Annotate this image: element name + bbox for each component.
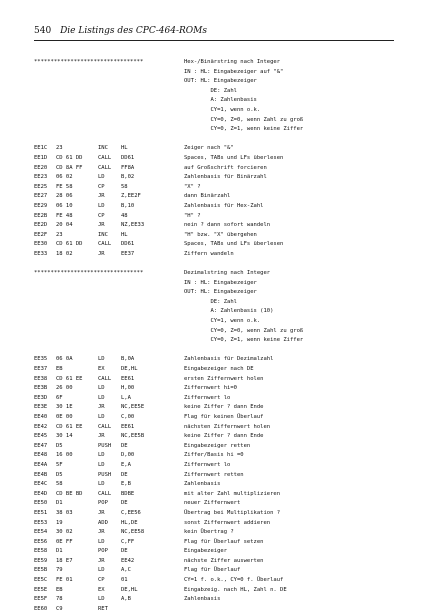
address: EE51 <box>34 509 48 516</box>
hex-bytes: 06 02 <box>56 174 73 181</box>
comment: "X" ? <box>184 183 201 190</box>
code-line <box>34 557 394 567</box>
operand: Z,EE2F <box>121 193 141 200</box>
address: EE5B <box>34 567 48 574</box>
mnemonic: LD <box>98 596 105 603</box>
address: EE3E <box>34 404 48 411</box>
hex-bytes: 18 E7 <box>56 557 73 564</box>
hex-bytes: CD 61 EE <box>56 423 83 430</box>
address: EE38 <box>34 375 48 382</box>
hex-bytes: CD 61 DD <box>56 154 83 161</box>
comment: Zeiger nach "&" <box>184 145 234 152</box>
operand: C,EE56 <box>121 509 141 516</box>
address: EE59 <box>34 557 48 564</box>
operand: DE <box>121 500 128 507</box>
operand: 58 <box>121 183 128 190</box>
comment: "H" ? <box>184 212 201 219</box>
mnemonic: JR <box>98 222 105 229</box>
address: EE5E <box>34 586 48 593</box>
mnemonic: JR <box>98 557 105 564</box>
address: EE4C <box>34 481 48 488</box>
code-line <box>34 202 394 212</box>
hex-bytes: CD 8A FF <box>56 164 83 171</box>
mnemonic: JR <box>98 509 105 516</box>
code-line <box>34 586 394 596</box>
operand: EE37 <box>121 250 135 257</box>
code-line <box>34 519 394 529</box>
hex-bytes: FE 58 <box>56 183 73 190</box>
mnemonic: JR <box>98 433 105 440</box>
code-line <box>34 528 394 538</box>
routine-doc-text: DE: Zahl <box>184 298 237 305</box>
routine-doc-line <box>34 106 394 116</box>
routine-doc-line <box>34 317 394 327</box>
operand: DD61 <box>121 241 135 248</box>
blank-line <box>34 135 394 145</box>
hex-bytes: 5F <box>56 461 63 468</box>
mnemonic: CALL <box>98 423 112 430</box>
routine-doc-text: Hex-/Binärstring nach Integer <box>184 59 281 65</box>
mnemonic: JR <box>98 193 105 200</box>
code-line <box>34 605 394 614</box>
routine-doc-text: CY=1, wenn o.k. <box>184 106 261 113</box>
hex-bytes: 06 0A <box>56 356 73 363</box>
mnemonic: ADD <box>98 519 108 526</box>
comment: kein Übertrag ? <box>184 529 234 536</box>
operand: DE <box>121 442 128 449</box>
comment: mit alter Zahl multiplizieren <box>184 490 281 497</box>
hex-bytes: 38 03 <box>56 509 73 516</box>
hex-bytes: D1 <box>56 548 63 555</box>
hex-bytes: 79 <box>56 567 63 574</box>
address: EE54 <box>34 529 48 536</box>
operand: L,A <box>121 394 131 401</box>
operand: DE,HL <box>121 366 138 372</box>
routine-doc-text: A: Zahlenbasis (10) <box>184 308 274 315</box>
hex-bytes: EB <box>56 366 63 372</box>
hex-bytes: FE 01 <box>56 577 73 584</box>
code-line <box>34 499 394 509</box>
routine-doc-line <box>34 125 394 135</box>
comment: Eingabezeiger <box>184 548 228 555</box>
hex-bytes: 0E 00 <box>56 413 73 420</box>
operand: B,02 <box>121 174 135 181</box>
page-title: Die Listings des CPC-464-ROMs <box>60 26 207 36</box>
mnemonic: INC <box>98 231 108 238</box>
comment: Zahlenbasis für Hex-Zahl <box>184 202 264 209</box>
routine-doc-text: OUT: HL: Eingabezeiger <box>184 78 257 85</box>
hex-bytes: 58 <box>56 481 63 488</box>
code-line <box>34 183 394 193</box>
section-gap <box>34 259 394 269</box>
routine-doc-line <box>34 68 394 78</box>
comment: Ziffernwert lo <box>184 461 231 468</box>
code-line <box>34 394 394 404</box>
comment: Ziffer/Basis hi =0 <box>184 452 244 459</box>
page-header <box>34 26 394 36</box>
address: EE33 <box>34 250 48 257</box>
hex-bytes: 19 <box>56 519 63 526</box>
address: EE42 <box>34 423 48 430</box>
routine-doc-line <box>34 327 394 337</box>
code-line <box>34 509 394 519</box>
hex-bytes: 26 00 <box>56 385 73 392</box>
comment: Ziffernwert lo <box>184 394 231 401</box>
comment: sonst Ziffernwert addieren <box>184 519 271 526</box>
mnemonic: LD <box>98 202 105 209</box>
hex-bytes: 30 02 <box>56 529 73 536</box>
routine-doc-line <box>34 279 394 289</box>
address: EE5C <box>34 577 48 584</box>
operand: EE61 <box>121 375 135 382</box>
operand: EE42 <box>121 557 135 564</box>
routine-doc-line <box>34 116 394 126</box>
address: EE2D <box>34 222 48 229</box>
mnemonic: CP <box>98 577 105 584</box>
operand: HL <box>121 231 128 238</box>
hex-bytes: FE 48 <box>56 212 73 219</box>
comment: Ziffernwert retten <box>184 471 244 478</box>
comment: keine Ziffer ? dann Ende <box>184 433 264 440</box>
routine-doc-line <box>34 87 394 97</box>
mnemonic: LD <box>98 385 105 392</box>
comment: Spaces, TABs und LFs überlesen <box>184 241 284 248</box>
hex-bytes: 30 14 <box>56 433 73 440</box>
address: EE47 <box>34 442 48 449</box>
routine-doc-text: A: Zahlenbasis <box>184 97 257 104</box>
address: EE56 <box>34 538 48 545</box>
hex-bytes: 28 06 <box>56 193 73 200</box>
routine-doc-text: CY=0, Z=1, wenn keine Ziffer <box>184 337 304 344</box>
routine-doc-line <box>34 298 394 308</box>
address: EE2F <box>34 231 48 238</box>
routine-doc-text: CY=1, wenn o.k. <box>184 318 261 325</box>
operand: NC,EE5B <box>121 433 145 440</box>
routine-title-line <box>34 269 394 279</box>
hex-bytes: CD BE BD <box>56 490 83 497</box>
comment: keine Ziffer ? dann Ende <box>184 404 264 411</box>
operand: HL,DE <box>121 519 138 526</box>
code-line <box>34 403 394 413</box>
operand: DE <box>121 471 128 478</box>
operand: H,00 <box>121 385 135 392</box>
operand: EE61 <box>121 423 135 430</box>
hex-bytes: EB <box>56 586 63 593</box>
mnemonic: LD <box>98 538 105 545</box>
mnemonic: JR <box>98 250 105 257</box>
address: EE5F <box>34 596 48 603</box>
code-line <box>34 538 394 548</box>
hex-bytes: 0E FF <box>56 538 73 545</box>
mnemonic: RET <box>98 605 108 612</box>
mnemonic: LD <box>98 394 105 401</box>
routine-doc-line <box>34 336 394 346</box>
code-line <box>34 164 394 174</box>
code-line <box>34 423 394 433</box>
hex-bytes: 6F <box>56 394 63 401</box>
code-line <box>34 365 394 375</box>
operand: B,10 <box>121 202 135 209</box>
comment: nächsten Ziffernwert holen <box>184 423 271 430</box>
mnemonic: EX <box>98 586 105 593</box>
comment: "H" bzw. "X" übergehen <box>184 231 257 238</box>
routine-doc-text: CY=0, Z=0, wenn Zahl zu groß <box>184 116 304 123</box>
operand: NC,EE58 <box>121 529 145 536</box>
code-line <box>34 480 394 490</box>
comment: Zahlenbasis für Binärzahl <box>184 174 267 181</box>
comment: Flag für keinen Überlauf <box>184 413 264 420</box>
address: EE53 <box>34 519 48 526</box>
hex-bytes: CD 61 EE <box>56 375 83 382</box>
routine-doc-line <box>34 77 394 87</box>
mnemonic: CALL <box>98 164 112 171</box>
separator-stars: ********************************* <box>34 59 144 65</box>
code-line <box>34 154 394 164</box>
address: EE4B <box>34 471 48 478</box>
comment: Ziffern wandeln <box>184 250 234 257</box>
address: EE60 <box>34 605 48 612</box>
operand: E,B <box>121 481 131 488</box>
routine-doc-text: Dezimalstring nach Integer <box>184 270 271 277</box>
mnemonic: LD <box>98 481 105 488</box>
code-line <box>34 566 394 576</box>
mnemonic: LD <box>98 413 105 420</box>
comment: Zahlenbasis <box>184 481 221 488</box>
code-line <box>34 451 394 461</box>
hex-bytes: D1 <box>56 500 63 507</box>
code-line <box>34 442 394 452</box>
code-line <box>34 432 394 442</box>
mnemonic: LD <box>98 567 105 574</box>
mnemonic: EX <box>98 366 105 372</box>
hex-bytes: CD 61 DD <box>56 241 83 248</box>
mnemonic: CALL <box>98 154 112 161</box>
address: EE23 <box>34 174 48 181</box>
comment: Ziffernwert hi=0 <box>184 385 237 392</box>
mnemonic: CALL <box>98 490 112 497</box>
operand: D,00 <box>121 452 135 459</box>
address: EE2B <box>34 212 48 219</box>
address: EE29 <box>34 202 48 209</box>
code-line <box>34 576 394 586</box>
mnemonic: LD <box>98 356 105 363</box>
routine-doc-line <box>34 288 394 298</box>
comment: Zahlenbasis für Dezimalzahl <box>184 356 274 363</box>
address: EE30 <box>34 241 48 248</box>
routine-doc-text: OUT: HL: Eingabezeiger <box>184 289 257 296</box>
comment: neuer Ziffernwert <box>184 500 241 507</box>
mnemonic: POP <box>98 548 108 555</box>
address: EE45 <box>34 433 48 440</box>
hex-bytes: 30 1E <box>56 404 73 411</box>
operand: BDBE <box>121 490 135 497</box>
code-line <box>34 144 394 154</box>
routine-doc-text: IN : HL: Eingabezeiger <box>184 279 257 286</box>
address: EE4A <box>34 461 48 468</box>
comment: dann Binärzahl <box>184 193 231 200</box>
routine-doc-line <box>34 307 394 317</box>
operand: A,B <box>121 596 131 603</box>
operand: 48 <box>121 212 128 219</box>
address: EE37 <box>34 366 48 372</box>
address: EE48 <box>34 452 48 459</box>
address: EE58 <box>34 548 48 555</box>
code-line <box>34 413 394 423</box>
operand: A,C <box>121 567 131 574</box>
hex-bytes: 23 <box>56 231 63 238</box>
operand: C,00 <box>121 413 135 420</box>
code-line <box>34 471 394 481</box>
operand: 01 <box>121 577 128 584</box>
address: EE3B <box>34 385 48 392</box>
page-number: 540 <box>34 26 52 36</box>
code-line <box>34 461 394 471</box>
routine-doc-text: IN : HL: Eingabezeiger auf "&" <box>184 68 284 75</box>
mnemonic: CP <box>98 183 105 190</box>
code-line <box>34 595 394 605</box>
routine-doc-text: CY=0, Z=0, wenn Zahl zu groß <box>184 327 304 334</box>
mnemonic: POP <box>98 500 108 507</box>
mnemonic: JR <box>98 404 105 411</box>
hex-bytes: 23 <box>56 145 63 152</box>
code-line <box>34 384 394 394</box>
mnemonic: CALL <box>98 375 112 382</box>
comment: nein ? dann sofort wandeln <box>184 222 271 229</box>
hex-bytes: C9 <box>56 605 63 612</box>
comment: Übertrag bei Multiplikation ? <box>184 509 281 516</box>
operand: HL <box>121 145 128 152</box>
address: EE3D <box>34 394 48 401</box>
comment: Eingabzeig. nach HL, Zahl n. DE <box>184 586 287 593</box>
code-line <box>34 231 394 241</box>
comment: Eingabezeiger nach DE <box>184 366 254 372</box>
operand: E,A <box>121 461 131 468</box>
comment: ersten Ziffernwert holen <box>184 375 264 382</box>
code-line <box>34 173 394 183</box>
code-line <box>34 490 394 500</box>
blank-line <box>34 346 394 356</box>
address: EE35 <box>34 356 48 363</box>
routine-title-line <box>34 58 394 68</box>
assembly-listing <box>34 58 394 614</box>
hex-bytes: 16 00 <box>56 452 73 459</box>
code-line <box>34 375 394 385</box>
hex-bytes: D5 <box>56 442 63 449</box>
operand: NC,EE5E <box>121 404 145 411</box>
mnemonic: CALL <box>98 241 112 248</box>
hex-bytes: 06 10 <box>56 202 73 209</box>
hex-bytes: 20 04 <box>56 222 73 229</box>
hex-bytes: 18 02 <box>56 250 73 257</box>
code-line <box>34 250 394 260</box>
comment: auf Großschrift forcieren <box>184 164 267 171</box>
comment: Spaces, TABs und LFs überlesen <box>184 154 284 161</box>
operand: NZ,EE33 <box>121 222 145 229</box>
address: EE20 <box>34 164 48 171</box>
routine-doc-text: DE: Zahl <box>184 87 237 94</box>
header-rule <box>34 40 394 41</box>
comment: Zahlenbasis <box>184 596 221 603</box>
mnemonic: INC <box>98 145 108 152</box>
separator-stars: ********************************* <box>34 270 144 277</box>
mnemonic: JR <box>98 529 105 536</box>
code-line <box>34 212 394 222</box>
operand: B,0A <box>121 356 135 363</box>
operand: DE <box>121 548 128 555</box>
code-line <box>34 221 394 231</box>
comment: CY=1 f. o.k., CY=0 f. Überlauf <box>184 577 284 584</box>
mnemonic: CP <box>98 212 105 219</box>
mnemonic: LD <box>98 452 105 459</box>
comment: Eingabezeiger retten <box>184 442 251 449</box>
address: EE40 <box>34 413 48 420</box>
mnemonic: LD <box>98 461 105 468</box>
address: EE1D <box>34 154 48 161</box>
address: EE27 <box>34 193 48 200</box>
comment: nächste Ziffer auswerten <box>184 557 264 564</box>
hex-bytes: D5 <box>56 471 63 478</box>
operand: DE,HL <box>121 586 138 593</box>
operand: C,FF <box>121 538 135 545</box>
address: EE50 <box>34 500 48 507</box>
comment: Flag für Überlauf setzen <box>184 538 264 545</box>
address: EE1C <box>34 145 48 152</box>
mnemonic: PUSH <box>98 471 112 478</box>
address: EE25 <box>34 183 48 190</box>
routine-doc-line <box>34 96 394 106</box>
operand: FF8A <box>121 164 135 171</box>
address: EE4D <box>34 490 48 497</box>
operand: DD61 <box>121 154 135 161</box>
mnemonic: LD <box>98 174 105 181</box>
code-line <box>34 355 394 365</box>
comment: Flag für Überlauf <box>184 567 241 574</box>
code-line <box>34 240 394 250</box>
code-line <box>34 547 394 557</box>
mnemonic: PUSH <box>98 442 112 449</box>
routine-doc-text: CY=0, Z=1, wenn keine Ziffer <box>184 126 304 133</box>
hex-bytes: 78 <box>56 596 63 603</box>
code-line <box>34 192 394 202</box>
